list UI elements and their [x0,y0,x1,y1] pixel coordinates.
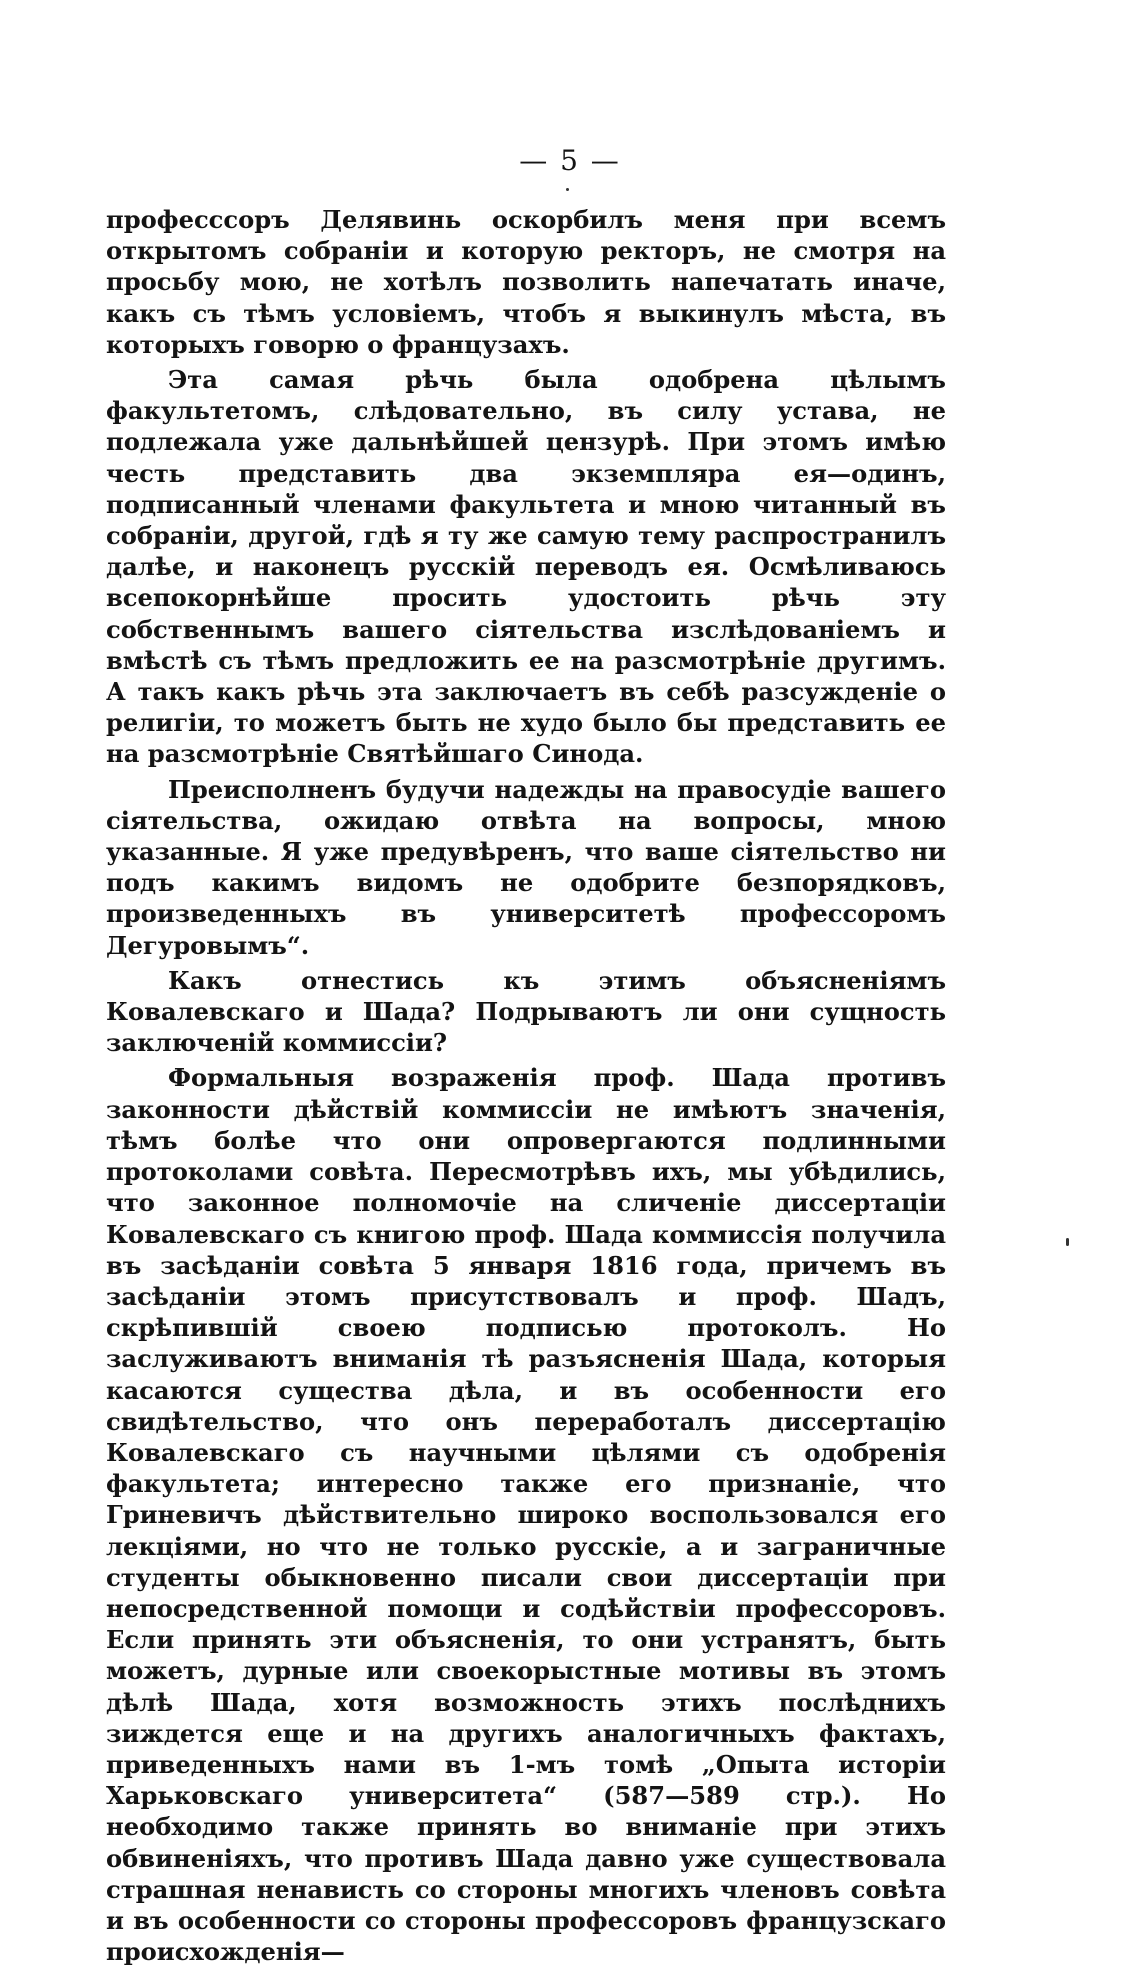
body-text [106,204,946,1967]
page-number: — 5 — [519,144,621,177]
paragraph-hope-justice: Преисполненъ будучи надежды на правосудіе вашего сіятельства, ожидаю отвѣта на вопросы, мною указанные. Я уже предувѣренъ, что ваше сіятельство ни подъ какимъ видомъ не одобрите безпорядковъ, произведенныхъ въ университетѣ профессоромъ Дегуровымъ“. [106,774,946,960]
print-speck [566,188,569,191]
paragraph-question: Какъ отнестись къ этимъ объясненіямъ Ковалевскаго и Шада? Подрываютъ ли они сущность заключеній коммиссіи? [106,965,946,1058]
paragraph-continuation: професссоръ Делявинь оскорбилъ меня при всемъ открытомъ собраніи и которую ректоръ, не смотря на просьбу мою, не хотѣлъ позволить напечатать иначе, какъ съ тѣмъ условіемъ, чтобъ я выкинулъ мѣста, въ которыхъ говорю о французахъ. [106,205,946,359]
print-speck [1066,1238,1069,1246]
paragraph-speech-approval: Эта самая рѣчь была одобрена цѣлымъ факультетомъ, слѣдовательно, въ силу устава, не подлежала уже дальнѣйшей цензурѣ. При этомъ имѣю честь представить два экземпляра ея—одинъ, подписанный членами факультета и мною читанный въ собраніи, другой, гдѣ я ту же самую тему распространилъ далѣе, и наконецъ русскій переводъ ея. Осмѣливаюсь всепокорнѣйше просить удостоить рѣчь эту собственнымъ вашего сіятельства изслѣдованіемъ и вмѣстѣ съ тѣмъ предложить ее на разсмотрѣніе другимъ. А такъ какъ рѣчь эта заключаетъ въ себѣ разсужденіе о религіи, то можетъ быть не худо было бы представить ее на разсмотрѣніе Святѣйшаго Синода. [106,365,946,769]
paragraph-formal-objections: Формальныя возраженія проф. Шада противъ законности дѣйствій коммиссіи не имѣютъ значенія, тѣмъ болѣе что они опровергаются подлинными протоколами совѣта. Пересмотрѣвъ ихъ, мы убѣдились, что законное полномочіе на сличеніе диссертаціи Ковалевскаго съ книгою проф. Шада коммиссія получила въ засѣданіи совѣта 5 января 1816 года, причемъ въ засѣданіи этомъ присутствовалъ и проф. Шадъ, скрѣпившій своею подписью протоколъ. Но заслуживаютъ вниманія тѣ разъясненія Шада, которыя касаются существа дѣла, и въ особенности его свидѣтельство, что онъ переработалъ диссертацію Ковалевскаго съ научными цѣлями съ одобренія факультета; интересно также его признаніе, что Гриневичъ дѣйствительно широко воспользовался его лекціями, но что не только русскіе, а и заграничные студенты обыкновенно писали свои диссертаціи при непосредственной помощи и содѣйствіи профессоровъ. Если принять эти объясненія, то они устранятъ, быть можетъ, дурные или своекорыстные мотивы въ этомъ дѣлѣ Шада, хотя возможность этихъ послѣднихъ зиждется еще и на другихъ аналогичныхъ фактахъ, приведенныхъ нами въ 1-мъ томѣ „Опыта исторіи Харьковскаго университета“ (587—589 стр.). Но необходимо также принять во вниманіе при этихъ обвиненіяхъ, что противъ Шада давно уже существовала страшная ненависть со стороны многихъ членовъ совѣта и въ особенности со стороны профессоровъ французскаго происхожденія— [106,1063,946,1967]
